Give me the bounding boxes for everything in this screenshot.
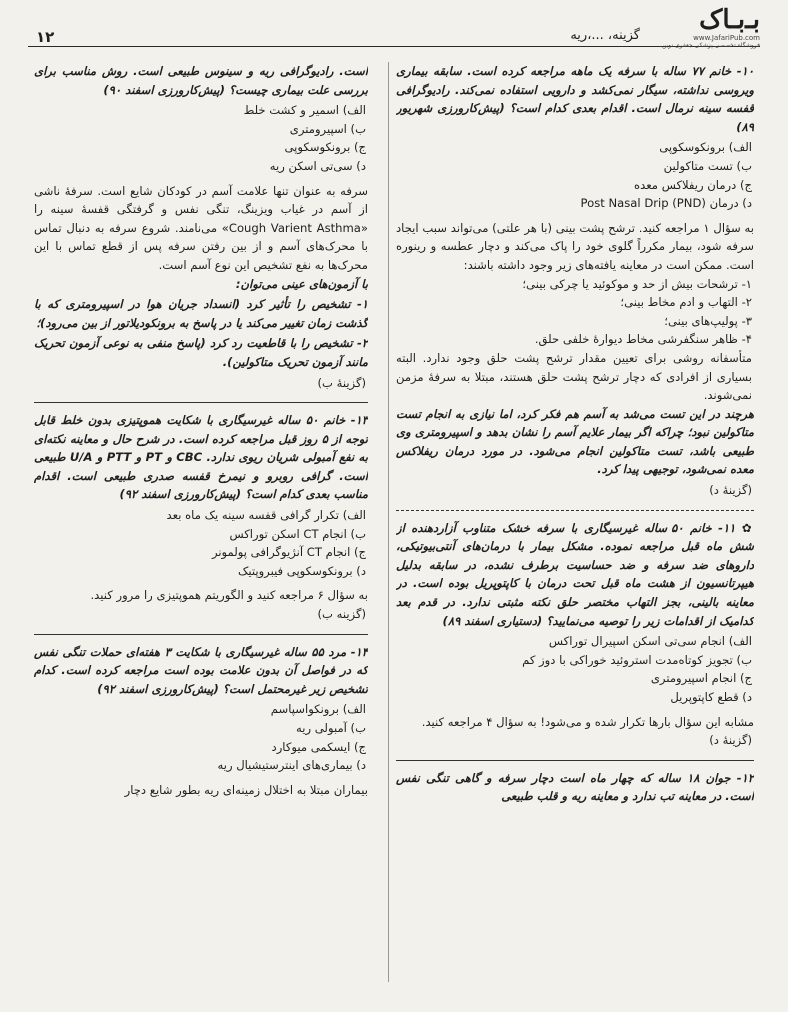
section-divider [34, 402, 368, 403]
question-12-option-d: د) سی‌تی اسکن ریه [269, 158, 366, 173]
question-13-stem: ۱۳- خانم ۵۰ ساله غیرسیگاری با شکایت هموپتیزی بدون خلط قابل توجه از ۵ روز قبل مراجعه کرده است. در شرح حال و معاینه نکته‌ای به نفع آمبولی شریان ریوی ندارد. CBC و PT و PTT و U/A طبیعی است. گرافی روبرو و نیمرخ قفسه صدری طبیعی است. اقدام مناسب بعدی کدام است؟ (پیش‌کارورزی اسفند ۹۲) [34, 413, 368, 502]
question-13-option-b: ب) انجام CT اسکن توراکس [229, 526, 366, 541]
question-10-option-a: الف) برونکوسکوپی [659, 140, 752, 155]
question-10-explanation-2: متأسفانه روشی برای تعیین مقدار ترشح پشت حلق وجود ندارد. البته بسیاری از افرادی که دچار ترشح پشت حلق هستند، مبتلا به سرفهٔ مزمن نمی‌شوند. [396, 350, 752, 403]
question-13-option-a: الف) تکرار گرافی قفسه سینه یک ماه بعد [166, 508, 366, 523]
question-11-option-a: الف) انجام سی‌تی اسکن اسپیرال توراکس [548, 634, 752, 649]
publisher-logo [648, 6, 760, 52]
question-10-answer: (گزینهٔ د) [709, 483, 752, 498]
question-10-option-d: د) درمان Post Nasal Drip (PND) [580, 196, 752, 211]
question-12-stem: ۱۲- جوان ۱۸ ساله که چهار ماه است دچار سرفه و گاهی تنگی نفس است. در معاینه تب ندارد و معاینه ریه و قلب طبیعی [396, 770, 754, 804]
question-12-explanation: سرفه به عنوان تنها علامت آسم در کودکان شایع است. سرفهٔ ناشی از آسم در غیاب ویزینگ، تنگی نفس و گرفتگی قفسهٔ سینه را «Cough Varient Asthma» می‌نامند. شروع سرفه به دنبال تماس با محرک‌های آسم و از بین رفتن سرفه پس از قطع تماس با این محرک‌ها به نفع تشخیص این نوع آسم است. [34, 183, 368, 272]
question-10-explanation-bold: هرچند در این تست می‌شد به آسم هم فکر کرد، اما نیازی به انجام تست متاکولین نبود؛ چراکه اگر بیمار علایم آسم را نشان بدهد و اسپیرومتری وی طبیعی باشد، تست متاکولین انجام می‌شود. در مورد درمان ریفلاکس معده نمی‌شود، توجیهی پیدا کرد. [396, 406, 754, 477]
question-13-option-c: ج) انجام CT آنژیوگرافی پولمونر [211, 545, 366, 560]
right-column [396, 62, 754, 984]
question-14-option-b: ب) آمبولی ریه [296, 721, 366, 735]
left-column [34, 62, 368, 984]
logo-mark: بـ‌بـاک [699, 5, 760, 35]
section-divider [396, 760, 754, 761]
logo-subtitle: فروشگاه تخصصی پزشکی جعفری نوین [662, 42, 760, 49]
section-divider [396, 510, 754, 511]
page-number: ۱۲ [36, 28, 55, 46]
question-14-explanation: بیماران مبتلا به اختلال زمینه‌ای ریه بطور شایع دچار [124, 782, 368, 797]
question-13-option-d: د) برونکوسکوپی فیبروپتیک [237, 563, 366, 578]
question-12-stem-continued: است. رادیوگرافی ریه و سینوس طبیعی است. روش مناسب برای بررسی علت بیماری چیست؟ (پیش‌کارورزی اسفند ۹۰) [34, 64, 368, 97]
page-header [28, 5, 760, 49]
question-11-stem: ✿ ۱۱- خانم ۵۰ ساله غیرسیگاری با سرفه خشک متناوب آزاردهنده از شش ماه قبل مراجعه نموده. مشکل بیمار با درمان‌های آنتی‌بیوتیکی، داروهای ضد سرفه و ضد حساسیت برطرف نشده، در سابقه بدلیل هیپرتانسیون از هشت ماه قبل تحت درمان با کاپتوپریل بوده است. در معاینه بالینی، بجز التهاب مختصر حلق نکته مثبتی ندارد. در قدم بعد کدامیک از اقدامات زیر را توصیه می‌نمایید؟ (دستیاری اسفند ۸۹) [396, 520, 754, 628]
question-10-finding-3: ۳- پولیپ‌های بینی؛ [664, 313, 752, 328]
question-10-option-b: ب) تست متاکولین [663, 158, 752, 173]
column-divider [388, 62, 389, 982]
question-13-answer: (گزینه ب) [317, 607, 366, 622]
question-12-point-1: ۱- تشخیص را تأثیر کرد (انسداد جریان هوا در اسپیرومتری که با گذشت زمان تغییر می‌کند یا در پاسخ به برونکودیلاتور از بین می‌رود)؛ [34, 297, 368, 330]
question-10-finding-4: ۴- ظاهر سنگفرشی مخاط دیوارهٔ خلفی حلق. [534, 332, 752, 347]
question-11-explanation: مشابه این سؤال بارها تکرار شده و می‌شود! به سؤال ۴ مراجعه کنید. [421, 714, 754, 729]
question-11-option-d: د) قطع کاپتوپریل [670, 690, 752, 704]
question-11-option-c: ج) انجام اسپیرومتری [650, 671, 752, 686]
question-11-answer: (گزینهٔ د) [709, 733, 752, 748]
question-14-option-c: ج) ایسکمی میوکارد [271, 739, 366, 754]
question-10-finding-2: ۲- التهاب و ادم مخاط بینی؛ [620, 295, 752, 310]
question-13-explanation: به سؤال ۶ مراجعه کنید و الگوریتم هموپتیزی را مرور کنید. [90, 588, 368, 603]
question-12-answer: (گزینهٔ ب) [317, 375, 366, 390]
question-12-point-2: ۲- تشخیص را با قاطعیت رد کرد (پاسخ منفی به نوعی آزمون تحریک مانند آزمون تحریک متاکولین). [34, 336, 368, 369]
question-14-stem: ۱۴- مرد ۵۵ ساله غیرسیگاری با شکایت ۳ هفته‌ای حملات تنگی نفس که در فواصل آن بدون علامت بوده است مراجعه کرده است. کدام تشخیص زیر غیرمحتمل است؟ (پیش‌کارورزی اسفند ۹۲) [34, 644, 368, 696]
question-12-option-b: ب) اسپیرومتری [289, 121, 366, 136]
question-12-option-c: ج) برونکوسکوپی [284, 140, 366, 155]
section-divider [34, 634, 368, 635]
question-10-stem: ۱۰- خانم ۷۷ ساله با سرفه یک ماهه مراجعه کرده است. سابقه بیماری ویروسی نداشته، سیگار نمی‌کشد و دارویی استفاده نمی‌کند. رادیوگرافی قفسه سینه نرمال است. اقدام بعدی کدام است؟ (پیش‌کارورزی شهریور ۸۹) [396, 64, 754, 134]
question-11-option-b: ب) تجویز کوتاه‌مدت استروئید خوراکی با دوز کم [522, 652, 752, 667]
logo-url: www.JafariPub.com [693, 34, 760, 42]
question-10-finding-1: ۱- ترشحات بیش از حد و موکوئید یا چرکی بینی؛ [522, 276, 752, 291]
question-14-option-a: الف) برونکواسپاسم [270, 702, 366, 717]
question-12-explanation-lead: با آزمون‌های عینی می‌توان: [235, 276, 368, 291]
question-10-option-c: ج) درمان ریفلاکس معده [634, 177, 752, 192]
question-10-explanation: به سؤال ۱ مراجعه کنید. ترشح پشت بینی (با هر علتی) می‌تواند سبب ایجاد سرفه شود، بیمار مکرراً گلوی خود را پاک می‌کند و دچار عطسه و رینوره است. ممکن است در معاینه یافته‌های زیر وجود داشته باشند: [396, 220, 754, 272]
question-14-option-d: د) بیماری‌های اینترستیشیال ریه [217, 758, 366, 773]
question-12-option-a: الف) اسمیر و کشت خلط [243, 103, 366, 118]
running-header-title: گزینه، ...،ریه [570, 28, 640, 43]
